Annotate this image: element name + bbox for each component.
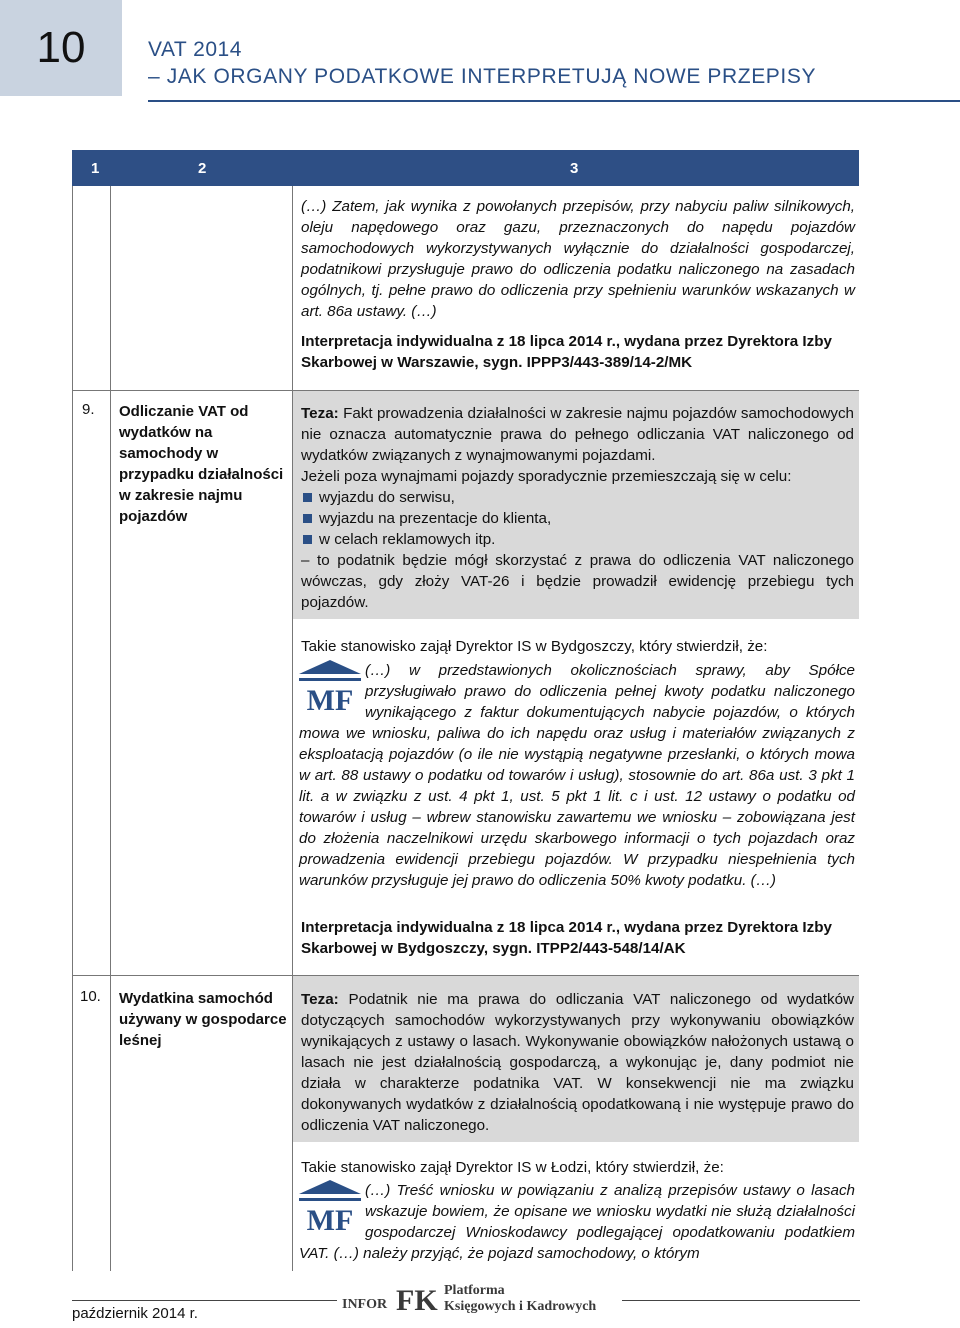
quote-lodz-text: (…) Treść wniosku w powiązaniu z analizą przepisów ustawy o lasach wskazuje bowiem, że opisane we wniosku wydatki nie służą działalności gospodarczej Wnioskodawcy podlegającej opodatkowaniu podatkiem VAT. (…) należy przyjąć, że pojazd samochodowy, o którym: [299, 1182, 855, 1262]
citation-warszawa-rest: , wydana przez Dyrektora Izby Skarbowej w Warszawie, sygn. IPPP3/443-389/14-2/MK: [301, 333, 832, 371]
column-divider-1: [110, 186, 111, 1271]
row-number-10: 10.: [80, 988, 101, 1005]
logo-infor: INFOR: [342, 1297, 388, 1312]
row-title-9: Odliczanie VAT od wydatków na samochody w przypadku działalności w zakresie najmu pojazdów: [119, 403, 284, 525]
citation-warszawa-bold: Interpretacja indywidualna z 18 lipca 2014 r.: [301, 333, 616, 350]
running-title: VAT 2014: [148, 38, 242, 61]
table-header-col3: 3: [570, 160, 579, 177]
mf-logo-text: MF: [306, 684, 354, 717]
row-number-9: 9.: [82, 401, 95, 418]
teza-9: [301, 403, 854, 613]
bullet-item: w celach reklamowych itp.: [301, 529, 854, 550]
citation-bydgoszcz-bold: Interpretacja indywidualna z 18 lipca 2014 r.: [301, 919, 616, 936]
footer-rule-right: [622, 1300, 860, 1301]
quote-warszawa: (…) Zatem, jak wynika z powołanych przepisów, przy nabyciu paliw silnikowych, oleju napędowego oraz gazu, przeznaczonych do napędu pojazdów samochodowych wykorzystywanych wyłącznie do działalności gospodarczej, podatnikowi przysługuje prawo do odliczenia podatku naliczonego na zasadach ogólnych, tj. pełne prawo do odliczenia przy spełnieniu warunków wskazanych w art. 86a ustawy. (…): [301, 198, 855, 320]
footer-date: październik 2014 r.: [72, 1305, 198, 1322]
citation-warszawa: [301, 331, 857, 373]
mf-logo-text: MF: [306, 1204, 354, 1237]
teza-text-9: Fakt prowadzenia działalności w zakresie najmu pojazdów samochodowych nie oznacza automatycznie prawa do pełnego odliczania VAT naliczonego od wydatków związanych z wynajmowanymi pojazdami.: [301, 405, 854, 464]
bullet-item: wyjazdu na prezentacje do klienta,: [301, 508, 854, 529]
running-subtitle: – JAK ORGANY PODATKOWE INTERPRETUJĄ NOWE PRZEPISY: [148, 65, 817, 88]
teza-text3-9: – to podatnik będzie mógł skorzystać z prawa do odliczenia VAT naliczonego wówczas, gdy złoży VAT-26 i będzie prowadził ewidencję przebiegu tych pojazdów.: [301, 552, 854, 611]
logo-line2: Księgowych i Kadrowych: [444, 1299, 597, 1314]
bullet-item: wyjazdu do serwisu,: [301, 487, 854, 508]
logo-spacer: [299, 1180, 365, 1240]
citation-bydgoszcz-rest: , wydana przez Dyrektora Izby Skarbowej w Bydgoszczy, sygn. ITPP2/443-548/14/AK: [301, 919, 832, 957]
quote-lodz: [299, 1180, 855, 1264]
infor-fk-logo-icon: [340, 1280, 620, 1314]
table-header-col1: 1: [91, 160, 100, 177]
quote-bydgoszcz-text: (…) w przedstawionych okolicznościach sprawy, aby Spółce przysługiwało prawo do odliczenia pełnej kwoty podatku naliczonego wynikającego z faktur dokumentujących nabycie pojazdów, o których mowa we wniosku, paliwa do ich napędu oraz usług i materiałów związanych z eksploatacją pojazdów (o ile nie wystąpią negatywne przesłanki, o których mowa w art. 88 ustawy o podatku od towarów i usług), stosownie do art. 86a ust. 3 pkt 1 lit. a w związku z ust. 4 pkt 1, ust. 5 pkt 1 lit. c i ust. 12 ustawy o podatku od towarów i usług – wbrew stanowisku zawartemu we wniosku – zobowiązana jest do złożenia naczelnikowi urzędu skarbowego informacji o tych pojazdach oraz prowadzenia ewidencji przebiegu pojazdów. W przypadku niespełnienia tych warunków przysługuje jej prawo do odliczenia 50% kwoty podatku. (…): [299, 662, 855, 889]
row-title-10: Wydatkina samochód używany w gospodarce leśnej: [119, 990, 287, 1049]
teza-label-10: Teza:: [301, 991, 339, 1008]
stance-intro-10: Takie stanowisko zajął Dyrektor IS w Łodzi, który stwierdził, że:: [301, 1159, 724, 1176]
logo-spacer: [299, 660, 365, 720]
table-header-col2: 2: [198, 160, 207, 177]
quote-bydgoszcz: [299, 660, 855, 891]
citation-bydgoszcz: [301, 917, 857, 959]
teza-text2-9: Jeżeli poza wynajmami pojazdy sporadycznie przemieszczają się w celu:: [301, 468, 792, 485]
page-number: 10: [0, 0, 122, 96]
header-rule: [148, 100, 960, 102]
table-header: [72, 150, 859, 186]
teza-text-10: Podatnik nie ma prawa do odliczania VAT naliczonego od wydatków dotyczących samochodów wykorzystywanych przy wykonywaniu obowiązków wynikających z ustawy o lasach. Wykonywanie obowiązków nałożonych ustawą o lasach nie jest działalnością gospodarczą, a wykonując je, dany podmiot nie działa w charakterze podatnika VAT. W konsekwencji nie ma związku dokonywanych wydatków z działalnością opodatkowaną i nie występuje prawo do odliczenia VAT naliczonego.: [301, 991, 854, 1134]
table-border-left: [72, 186, 73, 1271]
logo-fk: FK: [396, 1284, 438, 1314]
footer-rule-left: [72, 1300, 337, 1301]
stance-intro-9: Takie stanowisko zajął Dyrektor IS w Bydgoszczy, który stwierdził, że:: [301, 638, 768, 655]
teza-bullets-9: [301, 487, 854, 550]
teza-label-9: Teza:: [301, 405, 339, 422]
teza-10: [301, 989, 854, 1136]
logo-line1: Platforma: [444, 1283, 505, 1298]
